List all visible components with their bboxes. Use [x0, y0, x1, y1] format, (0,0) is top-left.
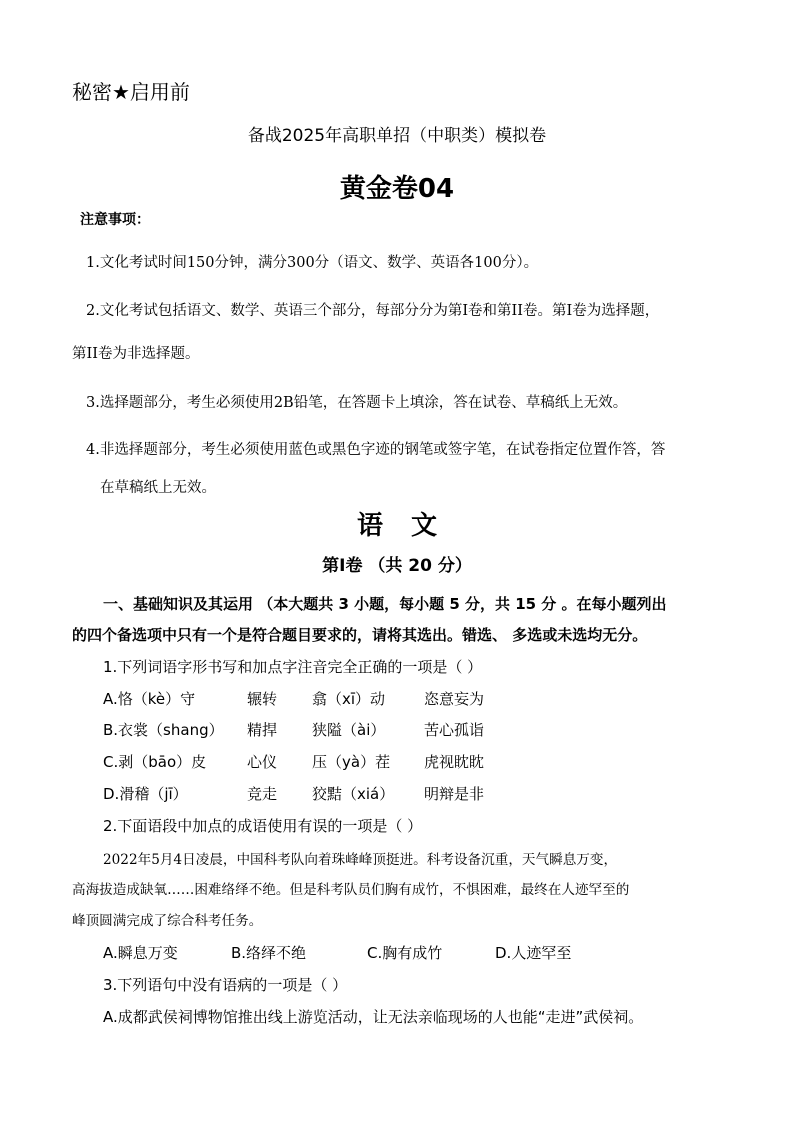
q1-option-c-3: 压（yà）茬 [312, 753, 391, 771]
confidential-label: 秘密★启用前 [72, 80, 190, 104]
question-1-stem: 1.下列词语字形书写和加点字注音完全正确的一项是（ ） [103, 658, 483, 676]
q1-option-b-4: 苦心孤诣 [424, 721, 485, 739]
q1-option-a-3: 翕（xī）动 [312, 690, 386, 708]
q1-option-c-4: 虎视眈眈 [424, 753, 485, 771]
q1-option-b-2: 精捍 [247, 721, 278, 739]
q1-option-d-3: 狡黠（xiá） [312, 785, 395, 803]
q2-passage-line-2: 高海拔造成缺氧……困难络绎不绝。但是科考队员们胸有成竹，不惧困难，最终在人迹罕至的 [72, 882, 630, 898]
q2-option-b: B.络绎不绝 [231, 944, 307, 962]
q2-passage-line-1: 2022年5月4日凌晨，中国科考队向着珠峰峰顶挺进。科考设备沉重，天气瞬息万变， [103, 852, 618, 868]
question-3-stem: 3.下列语句中没有语病的一项是（ ） [103, 976, 348, 994]
q1-option-b-1: B.衣裳（shang） [103, 721, 224, 739]
section-1-heading-cont: 的四个备选项中只有一个是符合题目要求的，请将其选出。错选、 多选或未选均无分。 [72, 626, 648, 644]
q2-option-c: C.胸有成竹 [367, 944, 443, 962]
q1-option-d-2: 竞走 [247, 785, 278, 803]
q1-option-d-1: D.滑稽（jī） [103, 785, 188, 803]
exam-title: 黄金卷04 [339, 174, 455, 204]
notice-heading: 注意事项： [80, 212, 150, 228]
q1-option-a-2: 辗转 [247, 690, 278, 708]
part-heading: 第Ⅰ卷 （共 20 分） [322, 556, 472, 576]
subject-heading: 语文 [356, 511, 465, 541]
q2-option-d: D.人迹罕至 [495, 944, 572, 962]
section-1-heading: 一、基础知识及其运用 （本大题共 3 小题，每小题 5 分，共 15 分 。在每小题列出 [103, 595, 667, 613]
q1-option-d-4: 明辩是非 [424, 785, 485, 803]
q1-option-c-2: 心仪 [247, 753, 278, 771]
exam-subtitle: 备战2025年高职单招（中职类）模拟卷 [247, 126, 547, 146]
notice-item-2-cont: 第II卷为非选择题。 [72, 346, 200, 362]
q3-option-a: A.成都武侯祠博物馆推出线上游览活动，让无法亲临现场的人也能“走进”武侯祠。 [103, 1008, 644, 1026]
q1-option-a-1: A.恪（kè）守 [103, 690, 196, 708]
notice-item-3: 3.选择题部分，考生必须使用2B铅笔，在答题卡上填涂，答在试卷、草稿纸上无效。 [86, 395, 628, 411]
q1-option-b-3: 狭隘（ài） [312, 721, 386, 739]
notice-item-2: 2.文化考试包括语文、数学、英语三个部分，每部分分为第I卷和第II卷。第I卷为选择题， [86, 303, 660, 319]
question-2-stem: 2.下面语段中加点的成语使用有误的一项是（ ） [103, 817, 423, 835]
q2-passage-line-3: 峰顶圆满完成了综合科考任务。 [72, 913, 263, 929]
q2-option-a: A.瞬息万变 [103, 944, 178, 962]
notice-item-4: 4.非选择题部分，考生必须使用蓝色或黑色字迹的钢笔或签字笔，在试卷指定位置作答，答 [86, 442, 666, 458]
q1-option-a-4: 恣意妄为 [424, 690, 485, 708]
notice-item-4-cont: 在草稿纸上无效。 [100, 480, 216, 496]
notice-item-1: 1.文化考试时间150分钟，满分300分（语文、数学、英语各100分）。 [86, 255, 539, 271]
q1-option-c-1: C.剥（bāo）皮 [103, 753, 207, 771]
